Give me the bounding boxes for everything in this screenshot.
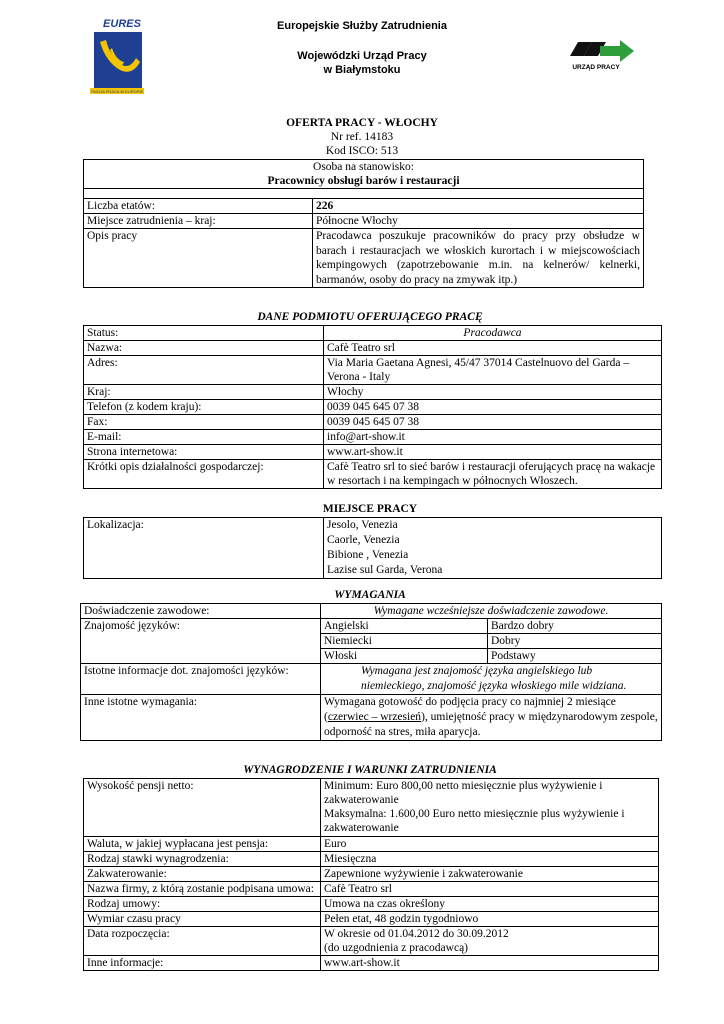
field-label: Waluta, w jakiej wypłacana jest pensja: [84, 837, 321, 852]
position-header-cell [84, 160, 644, 189]
salary-table [83, 778, 659, 971]
field-label: Data rozpoczęcia: [84, 927, 321, 956]
start-value: W okresie od 01.04.2012 do 30.09.2012 [324, 928, 509, 940]
other-part2: ), umiejętność pracy w międzynarodowym zespole, odporność na stres, miła aparycja. [324, 711, 658, 738]
field-label: Adres: [84, 356, 324, 385]
employer-heading: DANE PODMIOTU OFERUJĄCEGO PRACĘ [257, 311, 483, 323]
field-label: Telefon (z kodem kraju): [84, 400, 324, 415]
location-item: Bibione , Venezia [327, 549, 409, 561]
agency-name: Europejskie Służby Zatrudnienia [277, 20, 447, 32]
field-label: E-mail: [84, 430, 324, 445]
field-label: Lokalizacja: [84, 518, 324, 579]
field-label: Wymiar czasu pracy [84, 912, 321, 927]
field-label: Wysokość pensji netto: [84, 779, 321, 837]
wup-logo-text: URZĄD PRACY [572, 64, 620, 71]
field-label: Status: [84, 326, 324, 341]
salary-heading: WYNAGRODZENIE I WARUNKI ZATRUDNIENIA [243, 764, 497, 776]
field-value: Włochy [324, 385, 662, 400]
field-label: Miejsce zatrudnienia – kraj: [84, 214, 313, 229]
eures-logo-text: EURES [103, 18, 141, 30]
season-period: czerwiec – wrzesień [327, 711, 422, 723]
requirements-heading: WYMAGANIA [334, 589, 406, 601]
field-value: Cafè Teatro srl [321, 882, 659, 897]
pay-min: Minimum: Euro 800,00 netto miesięcznie plus wyżywienie i zakwaterowanie [324, 780, 603, 806]
office-line2: w Białymstoku [323, 64, 401, 76]
field-label: Rodzaj umowy: [84, 897, 321, 912]
field-label: Opis pracy [84, 229, 313, 288]
field-label: Znajomość języków: [81, 619, 321, 664]
workplace-table [83, 517, 662, 579]
office-line1: Wojewódzki Urząd Pracy [297, 50, 427, 62]
language-level: Podstawy [488, 649, 662, 664]
field-value: 0039 045 645 07 38 [324, 400, 662, 415]
requirements-table [80, 603, 662, 741]
field-label: Inne informacje: [84, 956, 321, 971]
locations-cell [324, 518, 662, 579]
website-value[interactable]: www.art-show.it [324, 445, 662, 460]
start-note: (do uzgodnienia z pracodawcą) [324, 942, 468, 954]
info-website[interactable]: www.art-show.it [321, 956, 659, 971]
language-level: Dobry [488, 634, 662, 649]
field-label: Doświadczenie zawodowe: [81, 604, 321, 619]
field-value: 226 [313, 199, 644, 214]
language-name: Włoski [321, 649, 488, 664]
field-label: Nazwa: [84, 341, 324, 356]
eures-logo [86, 18, 156, 94]
field-value: 0039 045 645 07 38 [324, 415, 662, 430]
language-name: Angielski [321, 619, 488, 634]
spacer-row [84, 189, 644, 199]
field-label: Krótki opis działalności gospodarczej: [84, 460, 324, 489]
field-value: Północne Włochy [313, 214, 644, 229]
location-item: Lazise sul Garda, Verona [327, 564, 443, 576]
wup-logo [566, 36, 636, 72]
field-label: Istotne informacje dot. znajomości języków: [81, 664, 321, 695]
field-value: Cafè Teatro srl [324, 341, 662, 356]
job-description: Pracodawca poszukuje pracowników do pracy przy obsłudze w barach i restauracjach we włoskich kurortach i w miejscowościach kempingowych (zapotrzebowanie m.in. na kelnerów/ kelnerki, barmanów, osoby do pracy na zmywak itp.) [313, 229, 644, 288]
field-label: Inne istotne wymagania: [81, 695, 321, 741]
field-value: Miesięczna [321, 852, 659, 867]
offer-isco: Kod ISCO: 513 [325, 145, 399, 157]
field-value: Cafè Teatro srl to sieć barów i restauracji oferujących pracę na wakacje w resortach i na kempingach w północnych Włoszech. [324, 460, 662, 489]
workplace-heading: MIEJSCE PRACY [322, 503, 418, 515]
offer-ref: Nr ref. 14183 [330, 131, 394, 143]
field-label: Strona internetowa: [84, 445, 324, 460]
field-label: Rodzaj stawki wynagrodzenia: [84, 852, 321, 867]
other-part1: Wymagana gotowość do podjęcia pracy co najmniej 2 miesiące ( [324, 696, 616, 723]
field-label: Nazwa firmy, z którą zostanie podpisana umowa: [84, 882, 321, 897]
email-value[interactable]: info@art-show.it [324, 430, 662, 445]
location-item: Caorle, Venezia [327, 534, 400, 546]
field-label: Fax: [84, 415, 324, 430]
start-cell [321, 927, 659, 956]
field-value: Wymagane wcześniejsze doświadczenie zawodowe. [321, 604, 662, 619]
field-value: Euro [321, 837, 659, 852]
position-label: Osoba na stanowisko: [313, 161, 414, 173]
field-label: Kraj: [84, 385, 324, 400]
field-label: Zakwaterowanie: [84, 867, 321, 882]
field-value: Pracodawca [324, 326, 662, 341]
location-item: Jesolo, Venezia [327, 519, 398, 531]
field-value: Wymagana jest znajomość języka angielskiego lub niemieckiego, znajomość języka włoskiego mile widziana. [321, 664, 662, 695]
employer-table [83, 325, 662, 489]
language-level: Bardzo dobry [488, 619, 662, 634]
other-requirements [321, 695, 662, 741]
field-value: Umowa na czas określony [321, 897, 659, 912]
language-name: Niemiecki [321, 634, 488, 649]
position-table [83, 159, 644, 288]
offer-title: OFERTA PRACY - WŁOCHY [286, 117, 438, 129]
field-value: Via Maria Gaetana Agnesi, 45/47 37014 Castelnuovo del Garda – Verona - Italy [324, 356, 662, 385]
eures-logo-subtext: TWOJA PRACA W EUROPIE [90, 89, 144, 94]
field-value: Pełen etat, 48 godzin tygodniowo [321, 912, 659, 927]
pay-cell [321, 779, 659, 837]
field-label: Liczba etatów: [84, 199, 313, 214]
field-value: Zapewnione wyżywienie i zakwaterowanie [321, 867, 659, 882]
position-value: Pracownicy obsługi barów i restauracji [267, 175, 460, 187]
pay-max: Maksymalna: 1.600,00 Euro netto miesięcznie plus wyżywienie i zakwaterowanie [324, 808, 625, 834]
